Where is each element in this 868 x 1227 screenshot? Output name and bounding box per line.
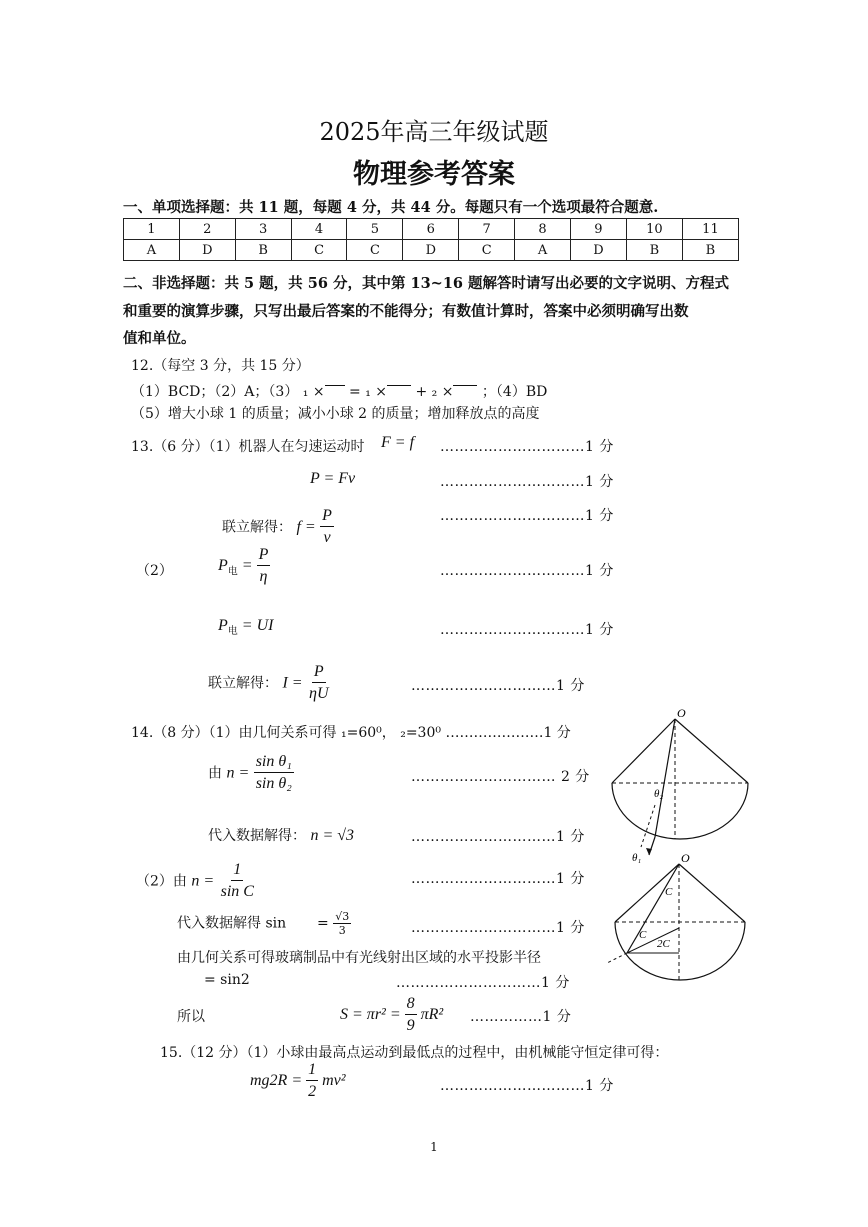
denominator: 9 bbox=[406, 1017, 415, 1034]
q13-score1: …………………………1 分 bbox=[440, 439, 614, 455]
blank-fraction bbox=[387, 385, 411, 386]
table-cell: B bbox=[682, 240, 738, 261]
label: 代入数据解得： bbox=[208, 828, 306, 844]
denominator: η bbox=[259, 568, 268, 585]
eq-rhs: πR² bbox=[420, 1006, 444, 1024]
label: 联立解得： bbox=[222, 519, 292, 536]
page-subtitle: 物理参考答案 bbox=[353, 159, 515, 190]
light-ray bbox=[627, 864, 679, 953]
q13-part2-label: （2） bbox=[136, 563, 173, 579]
symbol: P bbox=[218, 617, 228, 634]
normal-line bbox=[641, 805, 655, 847]
rhs: = UI bbox=[241, 617, 274, 634]
q14-heading bbox=[131, 722, 571, 742]
fraction bbox=[257, 545, 271, 588]
label: 代入数据解得 sin bbox=[177, 915, 287, 932]
q13-eq1: F = f bbox=[381, 434, 415, 451]
label-2C: 2C bbox=[657, 938, 670, 950]
angles: ₁=60⁰， ₂=30⁰ bbox=[340, 725, 441, 741]
q13-score4: …………………………1 分 bbox=[440, 563, 614, 579]
symbol: P bbox=[218, 557, 228, 575]
cone-refraction-figure bbox=[605, 705, 755, 865]
q14-score2: ………………………… 2 分 bbox=[411, 769, 590, 785]
label: （2）由 bbox=[136, 873, 187, 890]
table-cell: D bbox=[570, 240, 626, 261]
part2-heading-line2: 和重要的演算步骤，只写出最后答案的不能得分；有数值计算时，答案中必须明确写出数 bbox=[123, 303, 689, 320]
q12-term: ₁ × bbox=[365, 384, 388, 400]
hemisphere-arc bbox=[615, 922, 745, 980]
page-title: 2025年高三年级试题 bbox=[319, 118, 549, 146]
denominator: v bbox=[323, 529, 331, 546]
denominator: ηU bbox=[309, 685, 329, 702]
label-O: O bbox=[677, 706, 686, 720]
score: …………………1 分 bbox=[445, 725, 571, 741]
label-O: O bbox=[681, 851, 690, 865]
fraction bbox=[306, 1060, 318, 1103]
q13-score6: …………………………1 分 bbox=[411, 678, 585, 694]
denominator: 2 bbox=[308, 1083, 317, 1100]
q14-eq4 bbox=[136, 860, 256, 903]
q12-equals: = bbox=[349, 384, 361, 400]
fraction bbox=[307, 662, 331, 705]
q14-score4: …………………………1 分 bbox=[411, 871, 585, 887]
table-cell: B bbox=[626, 240, 682, 261]
equals: = bbox=[241, 557, 253, 575]
table-cell: C bbox=[347, 240, 403, 261]
fraction bbox=[405, 994, 417, 1037]
answer-letter-row bbox=[124, 240, 739, 261]
q14-eq6: = sin2 bbox=[204, 972, 250, 988]
table-cell: 5 bbox=[347, 219, 403, 240]
hemisphere-arc bbox=[612, 783, 748, 839]
q13-eq2: P = Fv bbox=[310, 470, 356, 487]
table-cell: 8 bbox=[515, 219, 571, 240]
q12-line2: （5）增大小球 1 的质量；减小小球 2 的质量；增加释放点的高度 bbox=[131, 406, 540, 422]
q15-heading: 15.（12 分）（1）小球由最高点运动到最低点的过程中，由机械能守恒定律可得： bbox=[160, 1045, 669, 1061]
denominator: sin θ₂ bbox=[255, 775, 292, 792]
part2-heading-line1: 二、非选择题：共 5 题，共 56 分，其中第 13~16 题解答时请写出必要的文字说明、方程式 bbox=[123, 275, 730, 292]
table-cell: C bbox=[459, 240, 515, 261]
q15-eq1 bbox=[250, 1060, 346, 1103]
eq-lhs: n = bbox=[191, 872, 215, 890]
table-cell: 2 bbox=[179, 219, 235, 240]
q12-answers-b: ；（4）BD bbox=[481, 384, 548, 400]
label-theta1: θ₁ bbox=[632, 852, 642, 864]
q13-eq5 bbox=[218, 617, 273, 637]
q13-score3: …………………………1 分 bbox=[440, 508, 614, 524]
numerator: P bbox=[320, 506, 334, 527]
part1-heading: 一、单项选择题：共 11 题，每题 4 分，共 44 分。每题只有一个选项最符合题意. bbox=[123, 199, 659, 216]
q13-heading: 13.（6 分）（1）机器人在匀速运动时 bbox=[131, 439, 365, 455]
table-cell: 11 bbox=[682, 219, 738, 240]
label-C-left: C bbox=[639, 929, 647, 941]
fraction bbox=[320, 506, 334, 549]
q13-lianli1 bbox=[222, 506, 334, 549]
q12-heading: 12.（每空 3 分，共 15 分） bbox=[131, 358, 310, 374]
q14-suoyi: 所以 bbox=[177, 1009, 205, 1025]
q13-score2: …………………………1 分 bbox=[440, 474, 614, 490]
q12-line1 bbox=[131, 381, 547, 401]
eq-lhs: n = bbox=[226, 764, 250, 782]
q14-geometry-text: 由几何关系可得玻璃制品中有光线射出区域的水平投影半径 bbox=[177, 950, 541, 966]
table-cell: B bbox=[235, 240, 291, 261]
eq-lhs: I = bbox=[282, 674, 303, 692]
q12-term: ₂ × bbox=[431, 384, 454, 400]
eq-lhs: mg2R = bbox=[250, 1072, 303, 1090]
q13-lianli2 bbox=[208, 662, 331, 705]
numerator: sin θ₁ bbox=[254, 752, 294, 773]
q14-eq5 bbox=[177, 910, 351, 937]
equals: = bbox=[317, 915, 329, 932]
table-cell: 1 bbox=[124, 219, 180, 240]
table-cell: C bbox=[291, 240, 347, 261]
table-cell: 10 bbox=[626, 219, 682, 240]
cone-critical-angle-figure bbox=[605, 850, 755, 990]
fraction bbox=[254, 752, 294, 795]
numerator: P bbox=[257, 545, 271, 566]
fraction bbox=[333, 910, 351, 937]
denominator: sin C bbox=[220, 883, 254, 900]
eq-rhs: mv² bbox=[322, 1072, 346, 1090]
eq-lhs: S = πr² = bbox=[340, 1006, 401, 1024]
label-theta2: θ₂ bbox=[654, 788, 664, 800]
table-cell: 9 bbox=[570, 219, 626, 240]
q12-plus: + bbox=[415, 384, 428, 400]
blank-fraction bbox=[325, 385, 345, 386]
q14-eq2 bbox=[208, 752, 294, 795]
answer-table bbox=[123, 218, 739, 261]
table-cell: 4 bbox=[291, 219, 347, 240]
cone-right-edge bbox=[675, 719, 748, 783]
q13-eq4 bbox=[218, 545, 270, 588]
numerator: √3 bbox=[335, 910, 350, 923]
equation: n = √3 bbox=[310, 827, 355, 844]
extension-line bbox=[607, 953, 627, 963]
label: 由 bbox=[208, 765, 222, 782]
label: 14.（8 分）（1）由几何关系可得 bbox=[131, 725, 337, 741]
q14-eq3 bbox=[208, 825, 354, 845]
table-cell: A bbox=[124, 240, 180, 261]
q14-eq7 bbox=[340, 994, 443, 1037]
numerator: 1 bbox=[231, 860, 243, 881]
numerator: 8 bbox=[405, 994, 417, 1015]
q14-score3: …………………………1 分 bbox=[411, 829, 585, 845]
table-cell: 6 bbox=[403, 219, 459, 240]
eq-lhs: f = bbox=[296, 518, 316, 536]
numerator: 1 bbox=[306, 1060, 318, 1081]
answer-number-row bbox=[124, 219, 739, 240]
q12-answers-a: （1）BCD；（2）A；（3） bbox=[131, 384, 299, 400]
label-C-top: C bbox=[665, 886, 673, 898]
table-cell: 3 bbox=[235, 219, 291, 240]
q14-score6: …………………………1 分 bbox=[396, 975, 570, 991]
table-cell: A bbox=[515, 240, 571, 261]
label: 联立解得： bbox=[208, 675, 278, 692]
table-cell: D bbox=[179, 240, 235, 261]
q15-score1: …………………………1 分 bbox=[440, 1078, 614, 1094]
table-cell: 7 bbox=[459, 219, 515, 240]
table-cell: D bbox=[403, 240, 459, 261]
subscript: 电 bbox=[227, 566, 238, 578]
part2-heading-line3: 值和单位。 bbox=[123, 330, 196, 347]
page-number: 1 bbox=[430, 1140, 438, 1154]
q12-term: ₁ × bbox=[302, 384, 325, 400]
numerator: P bbox=[312, 662, 326, 683]
subscript: 电 bbox=[227, 626, 238, 638]
blank-fraction bbox=[453, 385, 477, 386]
q13-score5: …………………………1 分 bbox=[440, 622, 614, 638]
q14-score7: ……………1 分 bbox=[470, 1009, 572, 1025]
denominator: 3 bbox=[338, 924, 346, 937]
q14-score5: …………………………1 分 bbox=[411, 920, 585, 936]
fraction bbox=[219, 860, 256, 903]
cone-right-edge bbox=[679, 864, 745, 922]
